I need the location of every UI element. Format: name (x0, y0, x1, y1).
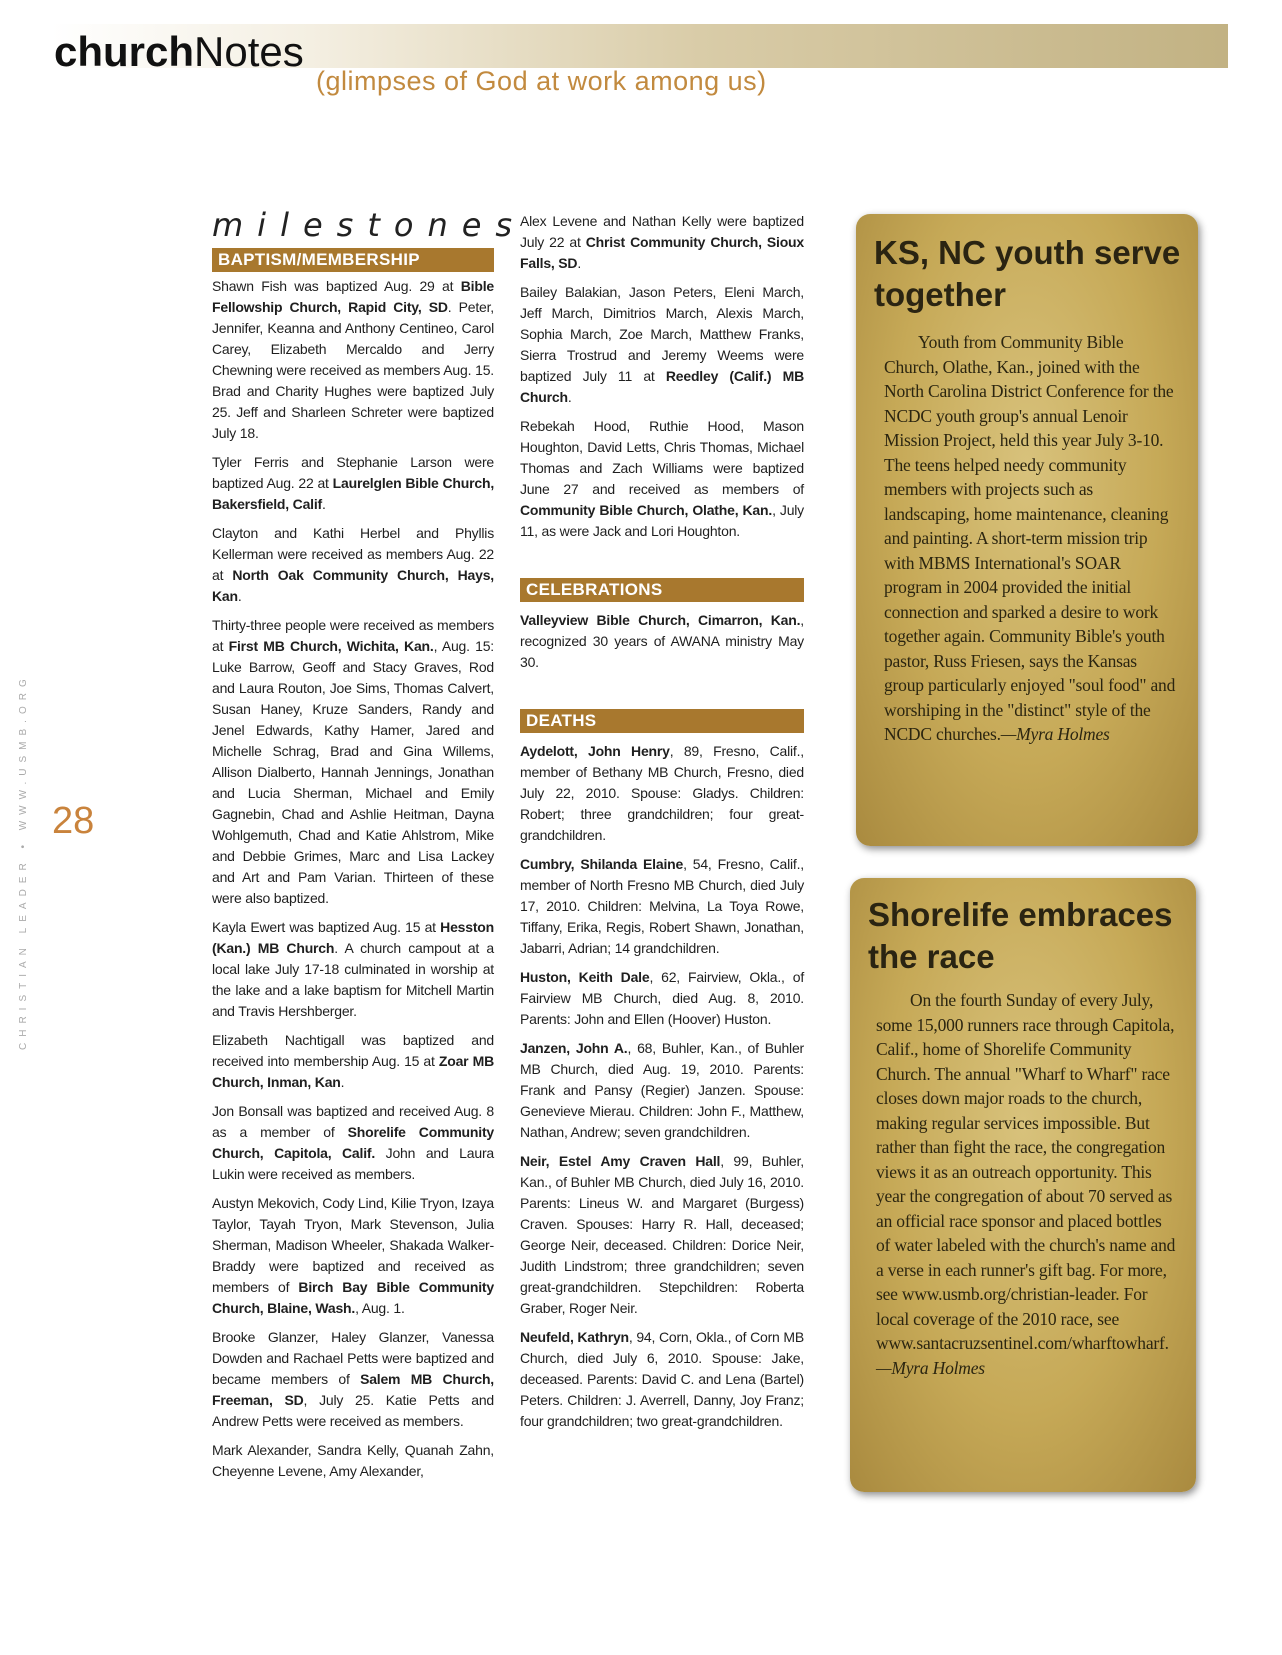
entry-text-tail: , recognized 30 years of AWANA ministry May 30. (520, 612, 804, 670)
entry-text: Jon Bonsall was baptized and received Aug. 8 as a member of (212, 1103, 494, 1140)
baptism-entry (520, 211, 804, 274)
entry-text-tail: . (322, 496, 326, 512)
entry-text-tail: . A church campout at a local lake July 17-18 culminated in worship at the lake and a lake baptism for Mitchell Martin and Travis Hershberger. (212, 940, 494, 1019)
entry-text: Mark Alexander, Sandra Kelly, Quanah Zahn, Cheyenne Levene, Amy Alexander, (212, 1442, 494, 1479)
page-number: 28 (52, 800, 95, 842)
baptism-list-continued (520, 211, 804, 542)
entry-text: Tyler Ferris and Stephanie Larson were baptized Aug. 22 at (212, 454, 494, 491)
entry-text: Brooke Glanzer, Haley Glanzer, Vanessa Dowden and Rachael Petts were baptized and became members of (212, 1329, 494, 1387)
sidebar-youth-author: —Myra Holmes (1000, 724, 1110, 744)
entry-church-name: Birch Bay Bible Community Church, Blaine, Wash. (212, 1279, 494, 1316)
entry-church-name: North Oak Community Church, Hays, Kan (212, 567, 494, 604)
death-entry (520, 967, 804, 1030)
entry-text-tail: , July 25. Katie Petts and Andrew Petts were received as members. (212, 1392, 494, 1429)
entry-text-tail: . (237, 588, 242, 604)
entry-church-name: Community Bible Church, Olathe, Kan. (520, 502, 773, 518)
entry-text-tail: . Peter, Jennifer, Keanna and Anthony Centineo, Carol Carey, Elizabeth Mercaldo and Jerry Chewning were received as members Aug. 15. Brad and Charity Hughes were baptized July 25. Jeff and Sharleen Schreter were baptized July 18. (212, 299, 494, 441)
entry-church-name: Laurelglen Bible Church, Bakersfield, Calif (212, 475, 495, 512)
sidebar-shorelife-text: On the fourth Sunday of every July, some 15,000 runners race through Capitola, Calif., home of Shorelife Community Church. The annual "Wharf to Wharf" race closes down major roads to the church, making regular services impossible. But rather than fight the race, the congregation views it as an outreach opportunity. This year the congregation of about 70 served as an official race sponsor and placed bottles of water labeled with the church's name and a verse in each runner's gift bag. For more, see www.usmb.org/christian-leader. For local coverage of the 2010 race, see www.santacruzsentinel.com/wharftowharf. (876, 990, 1176, 1353)
baptism-entry (212, 1030, 494, 1093)
entry-church-name: Hesston (Kan.) MB Church (212, 919, 494, 956)
death-entry (520, 854, 804, 959)
death-entry (520, 741, 804, 846)
deaths-list (520, 741, 804, 1432)
baptism-list (212, 276, 494, 1482)
entry-church-name: Neufeld, Kathryn (520, 1329, 629, 1345)
baptism-entry (212, 1327, 494, 1432)
sidebar-shorelife (850, 878, 1196, 1492)
entry-text-tail: , Aug. 1. (355, 1300, 405, 1316)
entry-church-name: Janzen, John A. (520, 1040, 628, 1056)
brand-light: Notes (194, 28, 304, 75)
entry-text-tail: . (577, 255, 582, 271)
entry-text-tail: , 89, Fresno, Calif., member of Bethany MB Church, Fresno, died July 22, 2010. Spouse: Gladys. Children: Robert; three grandchildren; four great-grandchildren. (520, 743, 804, 843)
baptism-entry (212, 523, 494, 607)
entry-church-name: Neir, Estel Amy Craven Hall (520, 1153, 721, 1169)
column-two (520, 211, 804, 1440)
deaths-heading: DEATHS (520, 709, 804, 733)
sidebar-youth-title: KS, NC youth serve together (874, 234, 1181, 313)
baptism-entry (520, 416, 804, 542)
sidebar-shorelife-author: —Myra Holmes (876, 1357, 985, 1378)
entry-text-tail: , 62, Fairview, Okla., of Fairview MB Church, died Aug. 8, 2010. Parents: John and Ellen (Hoover) Huston. (520, 969, 805, 1027)
entry-text-tail: . (340, 1074, 345, 1090)
section-brand (54, 26, 304, 78)
celebrations-heading: CELEBRATIONS (520, 578, 804, 602)
death-entry (520, 1038, 804, 1143)
baptism-entry (212, 1440, 494, 1482)
entry-text-tail: , July 11, as were Jack and Lori Houghton. (520, 502, 804, 539)
milestones-title: milestones (212, 206, 527, 244)
celebration-entry (520, 610, 804, 673)
sidebar-youth-body (884, 330, 1180, 747)
entry-text: Clayton and Kathi Herbel and Phyllis Kellerman were received as members Aug. 22 at (212, 525, 494, 583)
entry-text-tail: , 94, Corn, Okla., of Corn MB Church, died July 6, 2010. Spouse: Jake, deceased. Parents: David C. and Lena (Bartel) Peters. Children: J. Averrell, Danny, Joy Franz; four grandchildren; two great-grandchildren. (520, 1329, 804, 1429)
tagline: (glimpses of God at work among us) (316, 66, 767, 96)
entry-text: Rebekah Hood, Ruthie Hood, Mason Houghton, David Letts, Chris Thomas, Michael Thomas and Zach Williams were baptized June 27 and received as members of (520, 418, 804, 497)
baptism-heading: BAPTISM/MEMBERSHIP (212, 248, 494, 272)
baptism-entry (212, 276, 494, 444)
entry-text-tail: , 68, Buhler, Kan., of Buhler MB Church, died Aug. 19, 2010. Parents: Frank and Pansy (Regier) Janzen. Spouse: Genevieve Mierau. Children: John F., Matthew, Nathan, Andrew; seven grandchildren. (520, 1040, 805, 1140)
sidebar-shorelife-body (876, 988, 1176, 1380)
sidebar-shorelife-title: Shorelife embraces the race (868, 896, 1173, 975)
entry-text-tail: , 99, Buhler, Kan., of Buhler MB Church, died July 16, 2010. Parents: Lineus W. and Margaret (Burgess) Craven. Spouses: Harry R. Hall, deceased; George Neir, deceased. Children: Dorice Neir, Judith Lindstrom; three grandchildren; seven great-grandchildren. Stepchildren: Roberta Graber, Roger Neir. (520, 1153, 804, 1316)
entry-church-name: Huston, Keith Dale (520, 969, 650, 985)
entry-church-name: Shorelife Community Church, Capitola, Calif. (212, 1124, 495, 1161)
entry-church-name: Zoar MB Church, Inman, Kan (212, 1053, 494, 1090)
sidebar-youth-serve (856, 214, 1198, 846)
death-entry (520, 1327, 804, 1432)
vertical-side-text: CHRISTIAN LEADER • WWW.USMB.ORG (18, 673, 29, 1050)
baptism-entry (212, 1101, 494, 1185)
entry-church-name: Valleyview Bible Church, Cimarron, Kan. (520, 612, 801, 628)
entry-text: Alex Levene and Nathan Kelly were baptized July 22 at (520, 213, 804, 250)
baptism-entry (520, 282, 804, 408)
entry-church-name: Christ Community Church, Sioux Falls, SD (520, 234, 804, 271)
entry-church-name: First MB Church, Wichita, Kan. (228, 638, 434, 654)
baptism-entry (212, 1193, 494, 1319)
entry-text-tail: . (567, 389, 572, 405)
entry-text: Bailey Balakian, Jason Peters, Eleni March, Jeff March, Dimitrios March, Alexis March, Sophia March, Zoe March, Matthew Franks, Sierra Trostrud and Jeremy Weems were baptized July 11 at (520, 284, 804, 384)
entry-text-tail: , 54, Fresno, Calif., member of North Fresno MB Church, died July 17, 2010. Children: Melvina, La Toya Rowe, Tiffany, Erika, Regis, Robert Shawn, Jonathan, Jabarri, Adrian; 14 grandchildren. (520, 856, 804, 956)
entry-text-tail: , Aug. 15: Luke Barrow, Geoff and Stacy Graves, Rod and Laura Routon, Joe Sims, Thomas Calvert, Susan Haney, Kruze Sanders, Randy and Jenel Edwards, Kathy Hamer, Jared and Michelle Schrag, Brad and Gina Willems, Allison Dialberto, Hannah Jennings, Jonathan and Lucia Sherman, Michael and Emily Gagnebin, Chad and Ashlie Heitman, Dayna Wohlgemuth, Chad and Katie Ahlstrom, Mike and Debbie Grimes, Marc and Lisa Lackey and Art and Pam Varian. Thirteen of these were also baptized. (212, 638, 494, 906)
entry-church-name: Bible Fellowship Church, Rapid City, SD (212, 278, 494, 315)
entry-text-tail: John and Laura Lukin were received as members. (212, 1145, 494, 1182)
baptism-entry (212, 615, 494, 909)
sidebar-youth-text: Youth from Community Bible Church, Olathe, Kan., joined with the North Carolina District Conference for the NCDC youth group's annual Lenoir Mission Project, held this year July 3-10. The teens helped needy community members with projects such as landscaping, home maintenance, cleaning and painting. A short-term mission trip with MBMS International's SOAR program in 2004 provided the initial connection and sparked a desire to work together again. Community Bible's youth pastor, Russ Friesen, says the Kansas group particularly enjoyed "soul food" and worshiping in the "distinct" style of the NCDC churches. (884, 332, 1176, 744)
entry-text: Elizabeth Nachtigall was baptized and received into membership Aug. 15 at (212, 1032, 494, 1069)
entry-text: Thirty-three people were received as members at (212, 617, 494, 654)
entry-text: Austyn Mekovich, Cody Lind, Kilie Tryon, Izaya Taylor, Tayah Tryon, Mark Stevenson, Julia Sherman, Madison Wheeler, Shakada Walker-Braddy were baptized and received as members of (212, 1195, 494, 1295)
baptism-entry (212, 452, 494, 515)
baptism-entry (212, 917, 494, 1022)
entry-church-name: Salem MB Church, Freeman, SD (212, 1371, 494, 1408)
death-entry (520, 1151, 804, 1319)
entry-church-name: Aydelott, John Henry (520, 743, 670, 759)
entry-text: Kayla Ewert was baptized Aug. 15 at (212, 919, 441, 935)
column-one (212, 276, 494, 1490)
entry-church-name: Reedley (Calif.) MB Church (520, 368, 804, 405)
entry-text: Shawn Fish was baptized Aug. 29 at (212, 278, 461, 294)
entry-church-name: Cumbry, Shilanda Elaine (520, 856, 684, 872)
brand-bold: church (54, 28, 195, 75)
